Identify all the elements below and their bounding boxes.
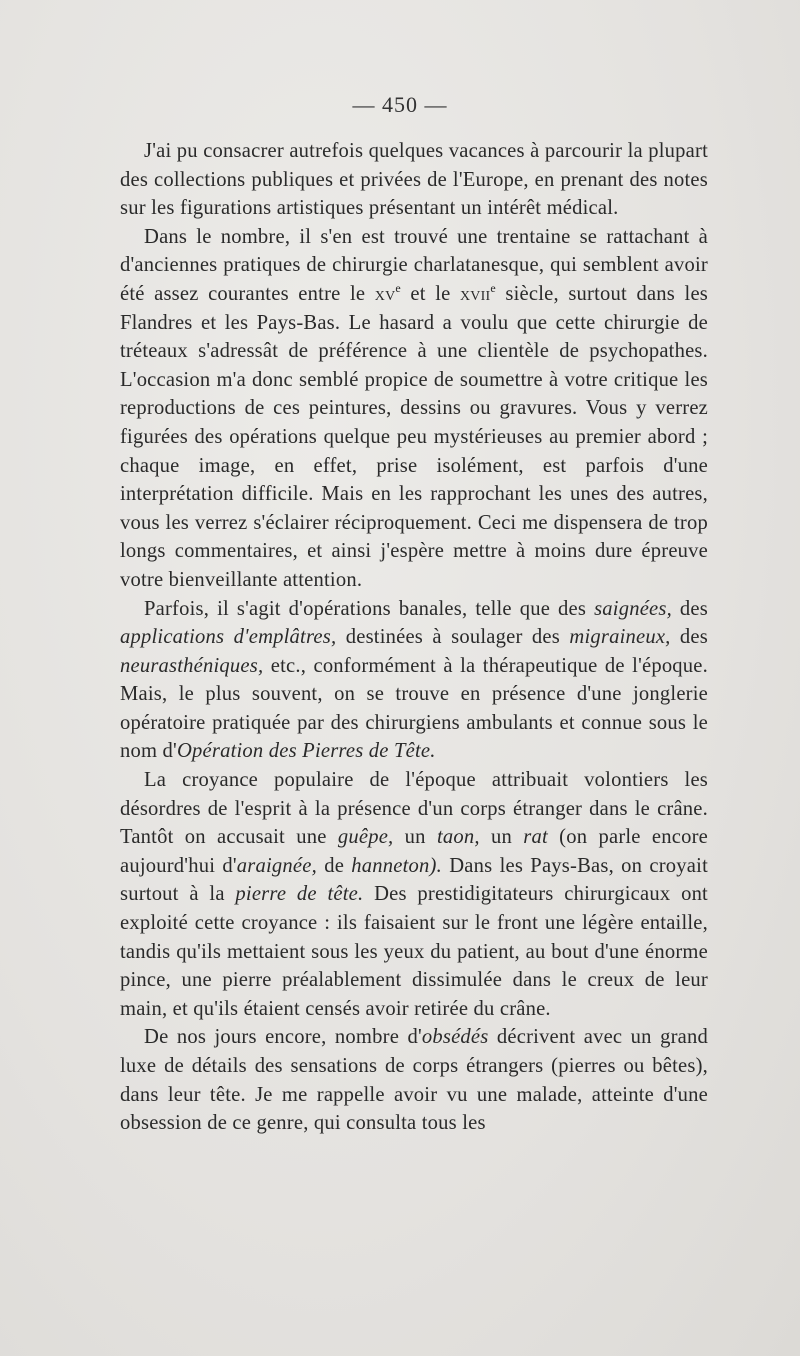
italic-term: neurasthéniques, [120,654,264,677]
text-run: destinées à soulager des [336,626,570,649]
text-run: des [670,626,708,649]
text-run: De nos jours encore, nombre d' [144,1026,422,1049]
text-run: un [393,826,437,849]
italic-term: taon, [436,826,480,849]
italic-term: pierre de tête. [235,883,364,906]
page-number: — 450 — [352,92,448,117]
text-run: et le [400,282,460,305]
paragraph [120,223,708,595]
superscript: e [395,280,401,295]
text-run: Dans le nombre, il s'en est trouvé une trentaine se rattachant à d'anciennes pratiques de chirurgie charlatanesque, qui semblent avoir été assez courantes entre le [120,225,708,305]
italic-term: saignées, [594,597,672,620]
text-run: siècle, surtout dans les Flandres et les Pays-Bas. Le hasard a voulu que cette chirurgie de tréteaux s'adressât de préférence à une clientèle de psychopathes. L'occasion m'a donc semblé propice de soumettre à votre critique les reproductions de ces peintures, dessins ou gravures. Vous y verrez figurées des opérations quelque peu mystérieuses au premier abord ; chaque image, en effet, prise isolément, est parfois d'une interprétation difficile. Mais en les rapprochant les unes des autres, vous les verrez s'éclairer réciproquement. Ceci me dispensera de trop longs commentaires, et ainsi j'espère mettre à moins dure épreuve votre bienveillante attention. [120,282,709,591]
text-run: Des prestidigitateurs chirurgicaux ont exploité cette croyance : ils faisaient sur le front une légère entaille, tandis qu'ils mettaient sous les yeux du patient, au bout d'une énorme pince, une pierre préalablement dissimulée dans le creux de leur main, et qu'ils étaient censés avoir retirée du crâne. [120,883,708,1020]
paragraph [120,1023,708,1137]
century-numeral: xvii [460,282,491,305]
italic-term: araignée, [236,854,317,877]
text-run: Parfois, il s'agit d'opérations banales, telle que des [144,597,595,620]
italic-term: hanneton). [351,854,442,877]
italic-term: migraineux, [569,626,671,649]
italic-term: applications d'emplâtres, [120,626,337,649]
paragraph [120,595,708,767]
text-run: de [316,854,352,877]
paragraph [120,137,708,223]
superscript: e [490,280,496,295]
italic-term: guêpe, [337,826,394,849]
text-run: La croyance populaire de l'époque attribuait volontiers les désordres de l'esprit à la présence d'un corps étranger dans le crâne. Tantôt on accusait une [120,769,708,849]
text-run: (on parle encore aujourd'hui d' [120,826,708,877]
paragraph [120,766,708,1023]
italic-term: obsédés [421,1026,489,1049]
text-run: décrivent avec un grand luxe de détails des sensations de corps étrangers (pierres ou bêtes), dans leur tête. Je me rappelle avoir vu une malade, atteinte d'une obsession de ce genre, qui consulta tous les [120,1026,708,1135]
text-run: un [479,826,524,849]
italic-term: Opération des Pierres de Tête. [176,740,436,763]
century-numeral: xv [374,282,396,305]
body-text [120,137,708,1138]
text-run: des [671,597,708,620]
text-run: etc., conformément à la thérapeutique de l'époque. Mais, le plus souvent, on se trouve en présence d'une jonglerie opératoire pratiquée par des chirurgiens ambulants et connue sous le nom d' [120,654,708,763]
text-run: Dans les Pays-Bas, on croyait surtout à la [120,854,708,906]
text-run: J'ai pu consacrer autrefois quelques vacances à parcourir la plupart des collections publiques et privées de l'Europe, en prenant des notes sur les figurations artistiques présentant un intérêt médical. [120,140,708,220]
italic-term: rat [523,826,548,849]
